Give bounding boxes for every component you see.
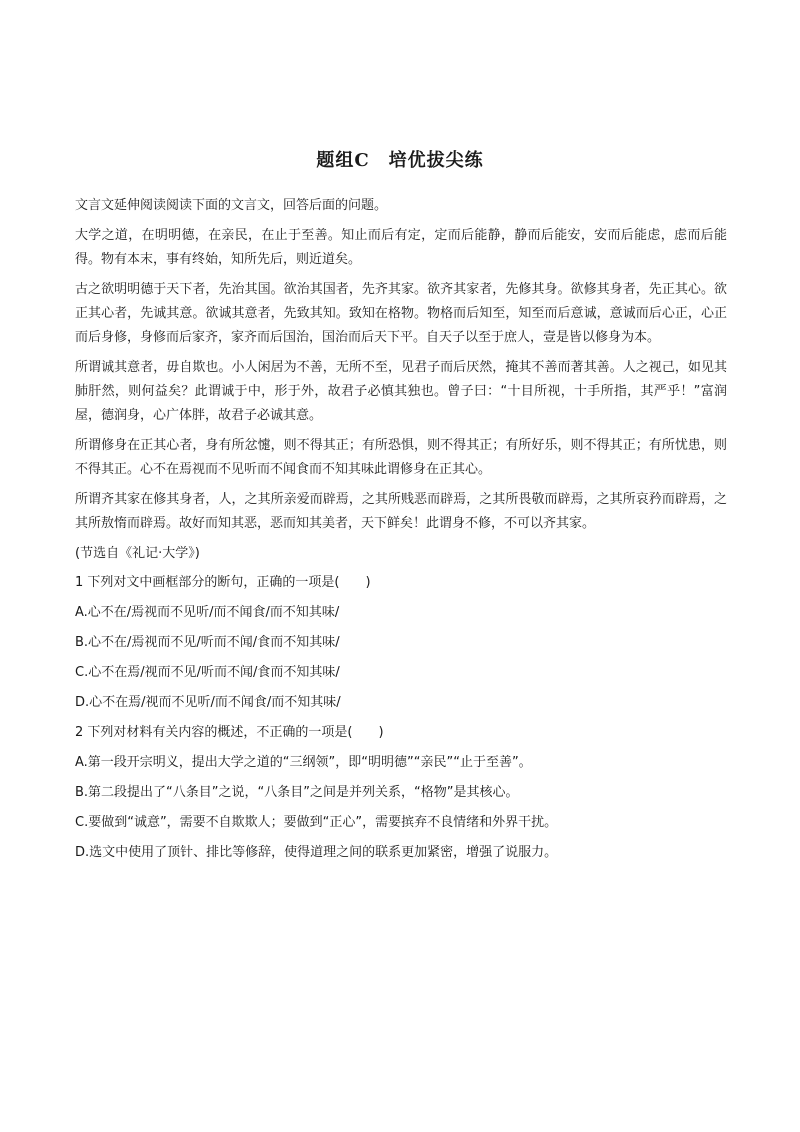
question-2 — [75, 721, 727, 865]
question-1-option-c: C.心不在焉/视而不见/听而不闻/食而不知其味/ — [75, 665, 340, 680]
passage-paragraph-2: 古之欲明明德于天下者，先治其国。欲治其国者，先齐其家。欲齐其家者，先修其身。欲修其身者，先正其心。欲正其心者，先诚其意。欲诚其意者，先致其知。致知在格物。物格而后知至，知至而后意诚，意诚而后心正，心正而后身修，身修而后家齐，家齐而后国治，国治而后天下平。自天子以至于庶人，壹是皆以修身为本。 — [75, 282, 727, 345]
question-1-option-d: D.心不在焉/视而不见听/而不闻食/而不知其味/ — [75, 695, 341, 710]
passage-paragraph-4: 所谓修身在正其心者，身有所忿懥，则不得其正；有所恐惧，则不得其正；有所好乐，则不得其正；有所忧患，则不得其正。心不在焉视而不见听而不闻食而不知其味此谓修身在正其心。 — [75, 438, 727, 477]
question-1-option-a: A.心不在/焉视而不见听/而不闻食/而不知其味/ — [75, 605, 340, 620]
document-body — [75, 194, 727, 871]
question-2-option-a: A.第一段开宗明义，提出大学之道的“三纲领”，即“明明德”“亲民”“止于至善”。 — [75, 755, 532, 770]
passage-paragraph-5: 所谓齐其家在修其身者，人，之其所亲爱而辟焉，之其所贱恶而辟焉，之其所畏敬而辟焉，之其所哀矜而辟焉，之其所敖惰而辟焉。故好而知其恶，恶而知其美者，天下鲜矣！此谓身不修，不可以齐其家。 — [75, 492, 727, 531]
question-2-option-c: C.要做到“诚意”，需要不自欺欺人；要做到“正心”，需要摈弃不良情绪和外界干扰。 — [75, 815, 558, 830]
question-1-stem: 1 下列对文中画框部分的断句，正确的一项是( ) — [75, 575, 371, 590]
question-1 — [75, 571, 727, 715]
intro-text: 文言文延伸阅读阅读下面的文言文，回答后面的问题。 — [75, 198, 388, 213]
question-2-stem: 2 下列对材料有关内容的概述，不正确的一项是( ) — [75, 725, 384, 740]
question-2-option-d: D.选文中使用了顶针、排比等修辞，使得道理之间的联系更加紧密，增强了说服力。 — [75, 845, 558, 860]
passage-paragraph-3: 所谓诚其意者，毋自欺也。小人闲居为不善，无所不至，见君子而后厌然，掩其不善而著其善。人之视己，如见其肺肝然，则何益矣？此谓诚于中，形于外，故君子必慎其独也。曾子曰：“十目所视，十手所指，其严乎！”富润屋，德润身，心广体胖，故君子必诚其意。 — [75, 360, 727, 423]
question-2-option-b: B.第二段提出了“八条目”之说，“八条目”之间是并列关系，“格物”是其核心。 — [75, 785, 519, 800]
source-citation: (节选自《礼记·大学》) — [75, 546, 200, 561]
question-1-option-b: B.心不在/焉视而不见/听而不闻/食而不知其味/ — [75, 635, 340, 650]
page-title: 题组C 培优拔尖练 — [316, 150, 484, 171]
passage-paragraph-1: 大学之道，在明明德，在亲民，在止于至善。知止而后有定，定而后能静，静而后能安，安而后能虑，虑而后能得。物有本末，事有终始，知所先后，则近道矣。 — [75, 228, 727, 267]
